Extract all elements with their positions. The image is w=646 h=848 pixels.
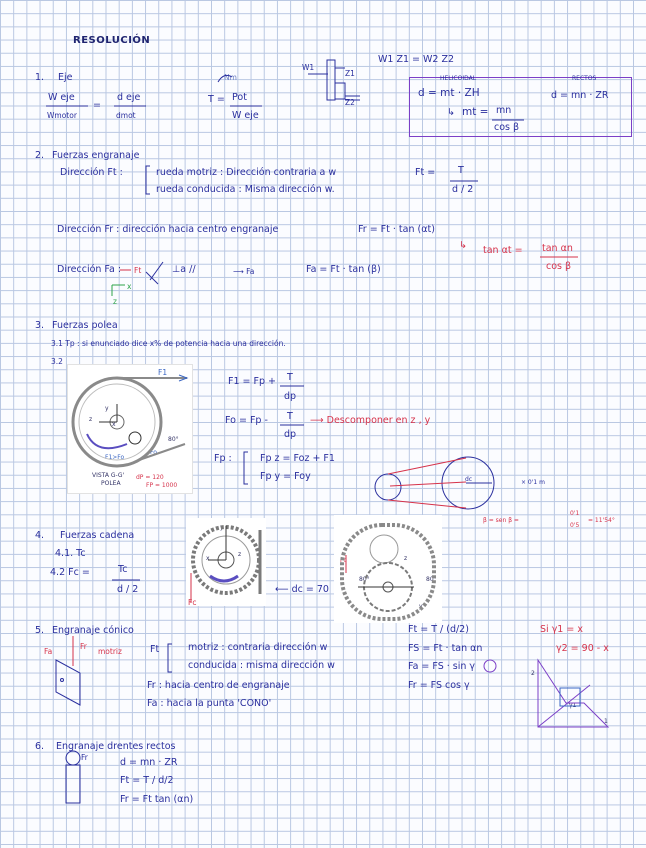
belt-dc-label: dc (465, 476, 473, 483)
sub-3-2: 3.2 (51, 357, 63, 366)
section-3-label: Fuerzas polea (52, 320, 118, 331)
dir-fa-label: Dirección Fa : (57, 264, 122, 275)
z1-label: Z1 (345, 69, 355, 78)
spur-d-eq: d = mn · ZR (120, 757, 178, 768)
fr-equation: Fr = Ft · tan (αt) (358, 224, 435, 235)
spur-ft-eq: Ft = T / d/2 (120, 775, 174, 786)
pulley-y: y (105, 405, 109, 412)
pulley-fo-label: Fo (150, 449, 157, 456)
sprocket-y: y (220, 524, 224, 531)
bevel-ft-driver: motriz : contraria dirección w (188, 642, 328, 653)
w1-label: W1 (302, 63, 315, 72)
fc-lhs: 4.2 Fc = (50, 567, 90, 578)
fp-label: Fp : (214, 453, 232, 464)
bevel-eq-ft: Ft = T / (d/2) (408, 624, 469, 635)
fo-den: dp (284, 429, 297, 440)
section-5-label: Engranaje cónico (52, 625, 134, 636)
decompose-note: ⟶ Descomponer en z , y (310, 415, 431, 426)
ratio-equals: = (93, 100, 101, 111)
pulley-fp: FP = 1000 (146, 482, 178, 489)
fo-equation: Fo = Fp - (225, 415, 268, 426)
f1-den: dp (284, 391, 297, 402)
chain-fc: Fc (340, 557, 347, 564)
spur-fr-eq: Fr = Ft tan (αn) (120, 794, 194, 805)
chain-angle-2: 80° (426, 576, 437, 583)
section-5-number: 5. (35, 625, 45, 636)
fa-red-ft: Ft (134, 266, 142, 275)
ft-rule-driver: rueda motriz : Dirección contraria a w (156, 167, 337, 178)
axis-z-label: z (113, 297, 117, 306)
section-6-number: 6. (35, 741, 45, 752)
section-1-label: Eje (58, 72, 73, 83)
gamma2-def: γ2 = 90 - x (556, 643, 609, 654)
spur-fr-label: Fr (81, 753, 88, 762)
fpy-equation: Fp y = Foy (260, 471, 311, 482)
section-2-label: Fuerzas engranaje (52, 150, 140, 161)
fa-equation: Fa = Ft · tan (β) (306, 264, 381, 275)
torque-num: Pot (232, 92, 247, 103)
gamma1-def: Si γ1 = x (540, 624, 583, 635)
bevel-fr-line: Fr : hacia centro de engranaje (147, 680, 290, 691)
bevel-fa-line: Fa : hacia la punta 'CONO' (147, 698, 272, 709)
ft-den: d / 2 (452, 184, 474, 195)
dir-ft-label: Dirección Ft : (60, 167, 123, 178)
axis-x-label: x (127, 282, 132, 291)
f1-equation: F1 = Fp + (228, 376, 276, 387)
mt-arrow: ↳ (447, 107, 455, 118)
bevel-eq-fa: Fa = FS · sin γ (408, 661, 476, 672)
belt-dc-value: × 0'1 m (521, 479, 545, 486)
mt-num: mn (496, 105, 512, 116)
torque-lhs: T = (208, 94, 225, 105)
helical-diameter: d = mt · ZH (418, 87, 480, 99)
tan-den: cos β (546, 261, 572, 272)
helicoidal-heading: HELICOIDAL (440, 75, 477, 82)
chain-angle-1: 80° (359, 576, 370, 583)
section-4-label: Fuerzas cadena (60, 530, 135, 541)
triangle-label-2: 2 (531, 670, 535, 677)
bevel-fa: Fa (44, 647, 53, 656)
beta-den: 0'5 (570, 522, 580, 529)
rectos-heading: RECTOS (572, 75, 597, 82)
mt-lhs: mt = (462, 106, 489, 118)
dir-fr-line: Dirección Fr : dirección hacia centro engranaje (57, 224, 279, 235)
z2-label: Z2 (345, 98, 355, 107)
fc-arrow-label: Fc (188, 598, 197, 607)
bevel-ft-driven: conducida : misma dirección w (188, 660, 335, 671)
fc-num: Tc (118, 564, 128, 575)
page-title: RESOLUCIÓN (73, 35, 151, 46)
beta-num: 0'1 (570, 510, 580, 517)
triangle-label-1: 1 (604, 718, 608, 725)
ratio-num-left: W eje (48, 92, 75, 103)
nm-unit: Nm (224, 73, 237, 82)
section-4-number: 4. (35, 530, 45, 541)
section-2-number: 2. (35, 150, 45, 161)
torque-den: W eje (232, 110, 259, 121)
pulley-z: z (89, 416, 93, 423)
bevel-eq-fs: FS = Ft · tan αn (408, 643, 483, 654)
bevel-eq-fr: Fr = FS cos γ (408, 680, 470, 691)
sprocket-z: z (238, 551, 242, 558)
tan-lhs: tan αt = (483, 245, 523, 256)
bevel-ft-label: Ft (150, 644, 160, 655)
ratio-num-right: d eje (117, 92, 141, 103)
mt-den: cos β (494, 122, 520, 133)
polea-label: POLEA (101, 480, 121, 487)
section-3-number: 3. (35, 320, 45, 331)
section-1-number: 1. (35, 72, 45, 83)
bevel-motriz: motriz (98, 647, 122, 656)
f1-num: T (287, 372, 293, 383)
vista-label: VISTA G-G' (92, 472, 125, 479)
sub-4-1: 4.1. Tc (55, 548, 86, 559)
pulley-angle: 80° (168, 436, 179, 443)
fc-den: d / 2 (117, 584, 139, 595)
beta-result: = 11'54° (588, 517, 615, 524)
ft-rule-driven: rueda conducida : Misma dirección w. (156, 184, 335, 195)
fpz-equation: Fp z = Foz + F1 (260, 453, 335, 464)
ratio-den-right: dmot (116, 111, 136, 120)
chain-z: z (404, 555, 408, 562)
ft-lhs: Ft = (415, 167, 436, 178)
fa-symbols: ⊥a // (172, 264, 196, 275)
section-6-label: Engranaje drentes rectos (56, 741, 176, 752)
fa-arrow: ⟶ Fa (233, 267, 255, 276)
tan-num: tan αn (542, 243, 573, 254)
pulley-dp: dP = 120 (136, 474, 164, 481)
pulley-f1-label: F1 (158, 368, 168, 377)
sprocket-x: x (206, 555, 210, 562)
dc-note: ⟵ dc = 70 (275, 584, 329, 595)
spur-diameter: d = mn · ZR (551, 90, 609, 101)
chain-y: y (419, 603, 423, 610)
pulley-f1-gt-fo: F1>Fo (105, 454, 125, 461)
triangle-gamma: γ1 (569, 702, 577, 709)
pulley-x: x (112, 421, 116, 428)
bevel-fr: Fr (80, 642, 87, 651)
tan-arrow: ↳ (459, 240, 467, 251)
fo-num: T (287, 411, 293, 422)
ft-num: T (458, 165, 464, 176)
ratio-den-left: Wmotor (47, 111, 77, 120)
omega-z-relation: W1 Z1 = W2 Z2 (378, 54, 455, 65)
beta-equation: β = sen β = (483, 517, 519, 524)
sub-3-1: 3.1 Tp : si enunciado dice x% de potencia hacia una dirección. (51, 339, 286, 348)
